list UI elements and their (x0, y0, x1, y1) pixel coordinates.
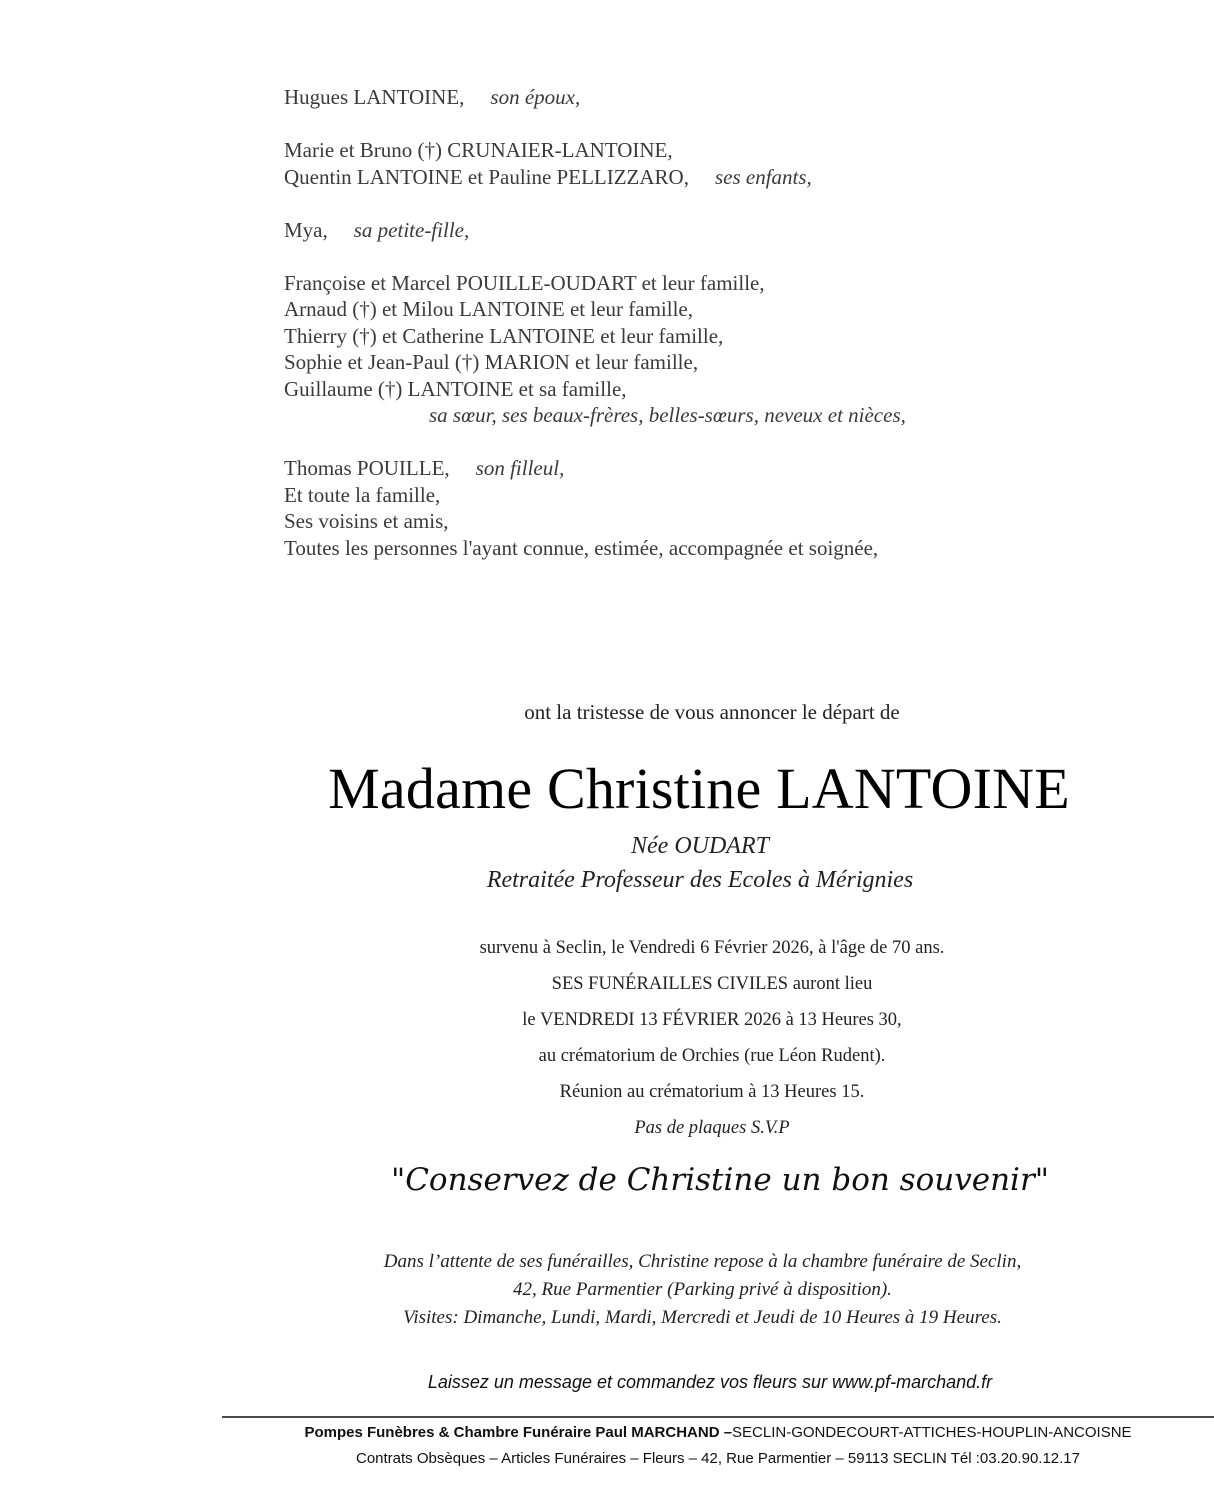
sibling-line: Thierry (†) et Catherine LANTOINE et leur famille, (284, 323, 724, 348)
granddaughter-line (284, 217, 1184, 244)
sibling-line: Françoise et Marcel POUILLE-OUDART et leur famille, (284, 270, 765, 295)
others-line: Toutes les personnes l'ayant connue, estimée, accompagnée et soignée, (284, 535, 879, 560)
funeral-details (290, 930, 1134, 1146)
granddaughter-name: Mya, (284, 217, 328, 242)
footer-divider (222, 1416, 1214, 1418)
funeral-title: SES FUNÉRAILLES CIVILES auront lieu (551, 974, 873, 994)
death-info: survenu à Seclin, le Vendredi 6 Février 2026, à l'âge de 70 ans. (479, 938, 945, 958)
siblings-role-line (284, 402, 1184, 429)
child-name: Quentin LANTOINE et Pauline PELLIZZARO, (284, 164, 689, 189)
spouse-name: Hugues LANTOINE, (284, 85, 465, 109)
family-list (284, 84, 1184, 561)
sibling-line: Sophie et Jean-Paul (†) MARION et leur famille, (284, 350, 699, 374)
visitation-line: 42, Rue Parmentier (Parking privé à disposition). (513, 1279, 892, 1300)
godson-line (284, 455, 1184, 482)
funeral-date: le VENDREDI 13 FÉVRIER 2026 à 13 Heures 30, (522, 1010, 902, 1030)
visitation-line: Dans l’attente de ses funérailles, Christine repose à la chambre funéraire de Seclin, (383, 1251, 1022, 1272)
announcement-intro: ont la tristesse de vous annoncer le départ de (524, 700, 900, 724)
others-line: Ses voisins et amis, (284, 509, 449, 533)
sibling-line: Guillaume (†) LANTOINE et sa famille, (284, 376, 627, 401)
meeting-time: Réunion au crématorium à 13 Heures 15. (559, 1082, 865, 1102)
sibling-line: Arnaud (†) et Milou LANTOINE et leur famille, (284, 297, 693, 321)
website-message: Laissez un message et commandez vos fleurs sur www.pf-marchand.fr (427, 1372, 993, 1392)
deceased-name: Madame Christine LANTOINE (328, 756, 1070, 821)
others-line: Et toute la famille, (284, 482, 441, 507)
visitation-line: Visites: Dimanche, Lundi, Mardi, Mercredi et Jeudi de 10 Heures à 19 Heures. (403, 1307, 1002, 1328)
footer-company: Pompes Funèbres & Chambre Funéraire Paul MARCHAND – (304, 1424, 733, 1441)
child-line (284, 164, 1184, 191)
granddaughter-role: sa petite-fille, (353, 217, 470, 242)
funeral-place: au crématorium de Orchies (rue Léon Rudent). (538, 1046, 886, 1066)
no-plaques-note: Pas de plaques S.V.P (634, 1118, 790, 1138)
child-line: Marie et Bruno (†) CRUNAIER-LANTOINE, (284, 138, 673, 162)
footer-services: Contrats Obsèques – Articles Funéraires – Fleurs – 42, Rue Parmentier – 59113 SECLIN Tél :03.20.90.12.17 (355, 1450, 1080, 1467)
children-role: ses enfants, (714, 164, 812, 189)
spouse-line (284, 84, 1184, 111)
occupation: Retraitée Professeur des Ecoles à Mérignies (486, 867, 914, 893)
godson-name: Thomas POUILLE, (284, 456, 450, 480)
memorial-quote: "Conservez de Christine un bon souvenir" (390, 1162, 1050, 1198)
footer-company-line (222, 1424, 1214, 1441)
visitation-info (300, 1248, 1105, 1332)
godson-role: son filleul, (475, 456, 565, 480)
spouse-role: son époux, (490, 85, 581, 109)
maiden-name: Née OUDART (631, 833, 769, 859)
siblings-role: sa sœur, ses beaux-frères, belles-sœurs, neveux et nièces, (429, 403, 906, 427)
footer-locations: SECLIN-GONDECOURT-ATTICHES-HOUPLIN-ANCOISNE (732, 1424, 1132, 1441)
